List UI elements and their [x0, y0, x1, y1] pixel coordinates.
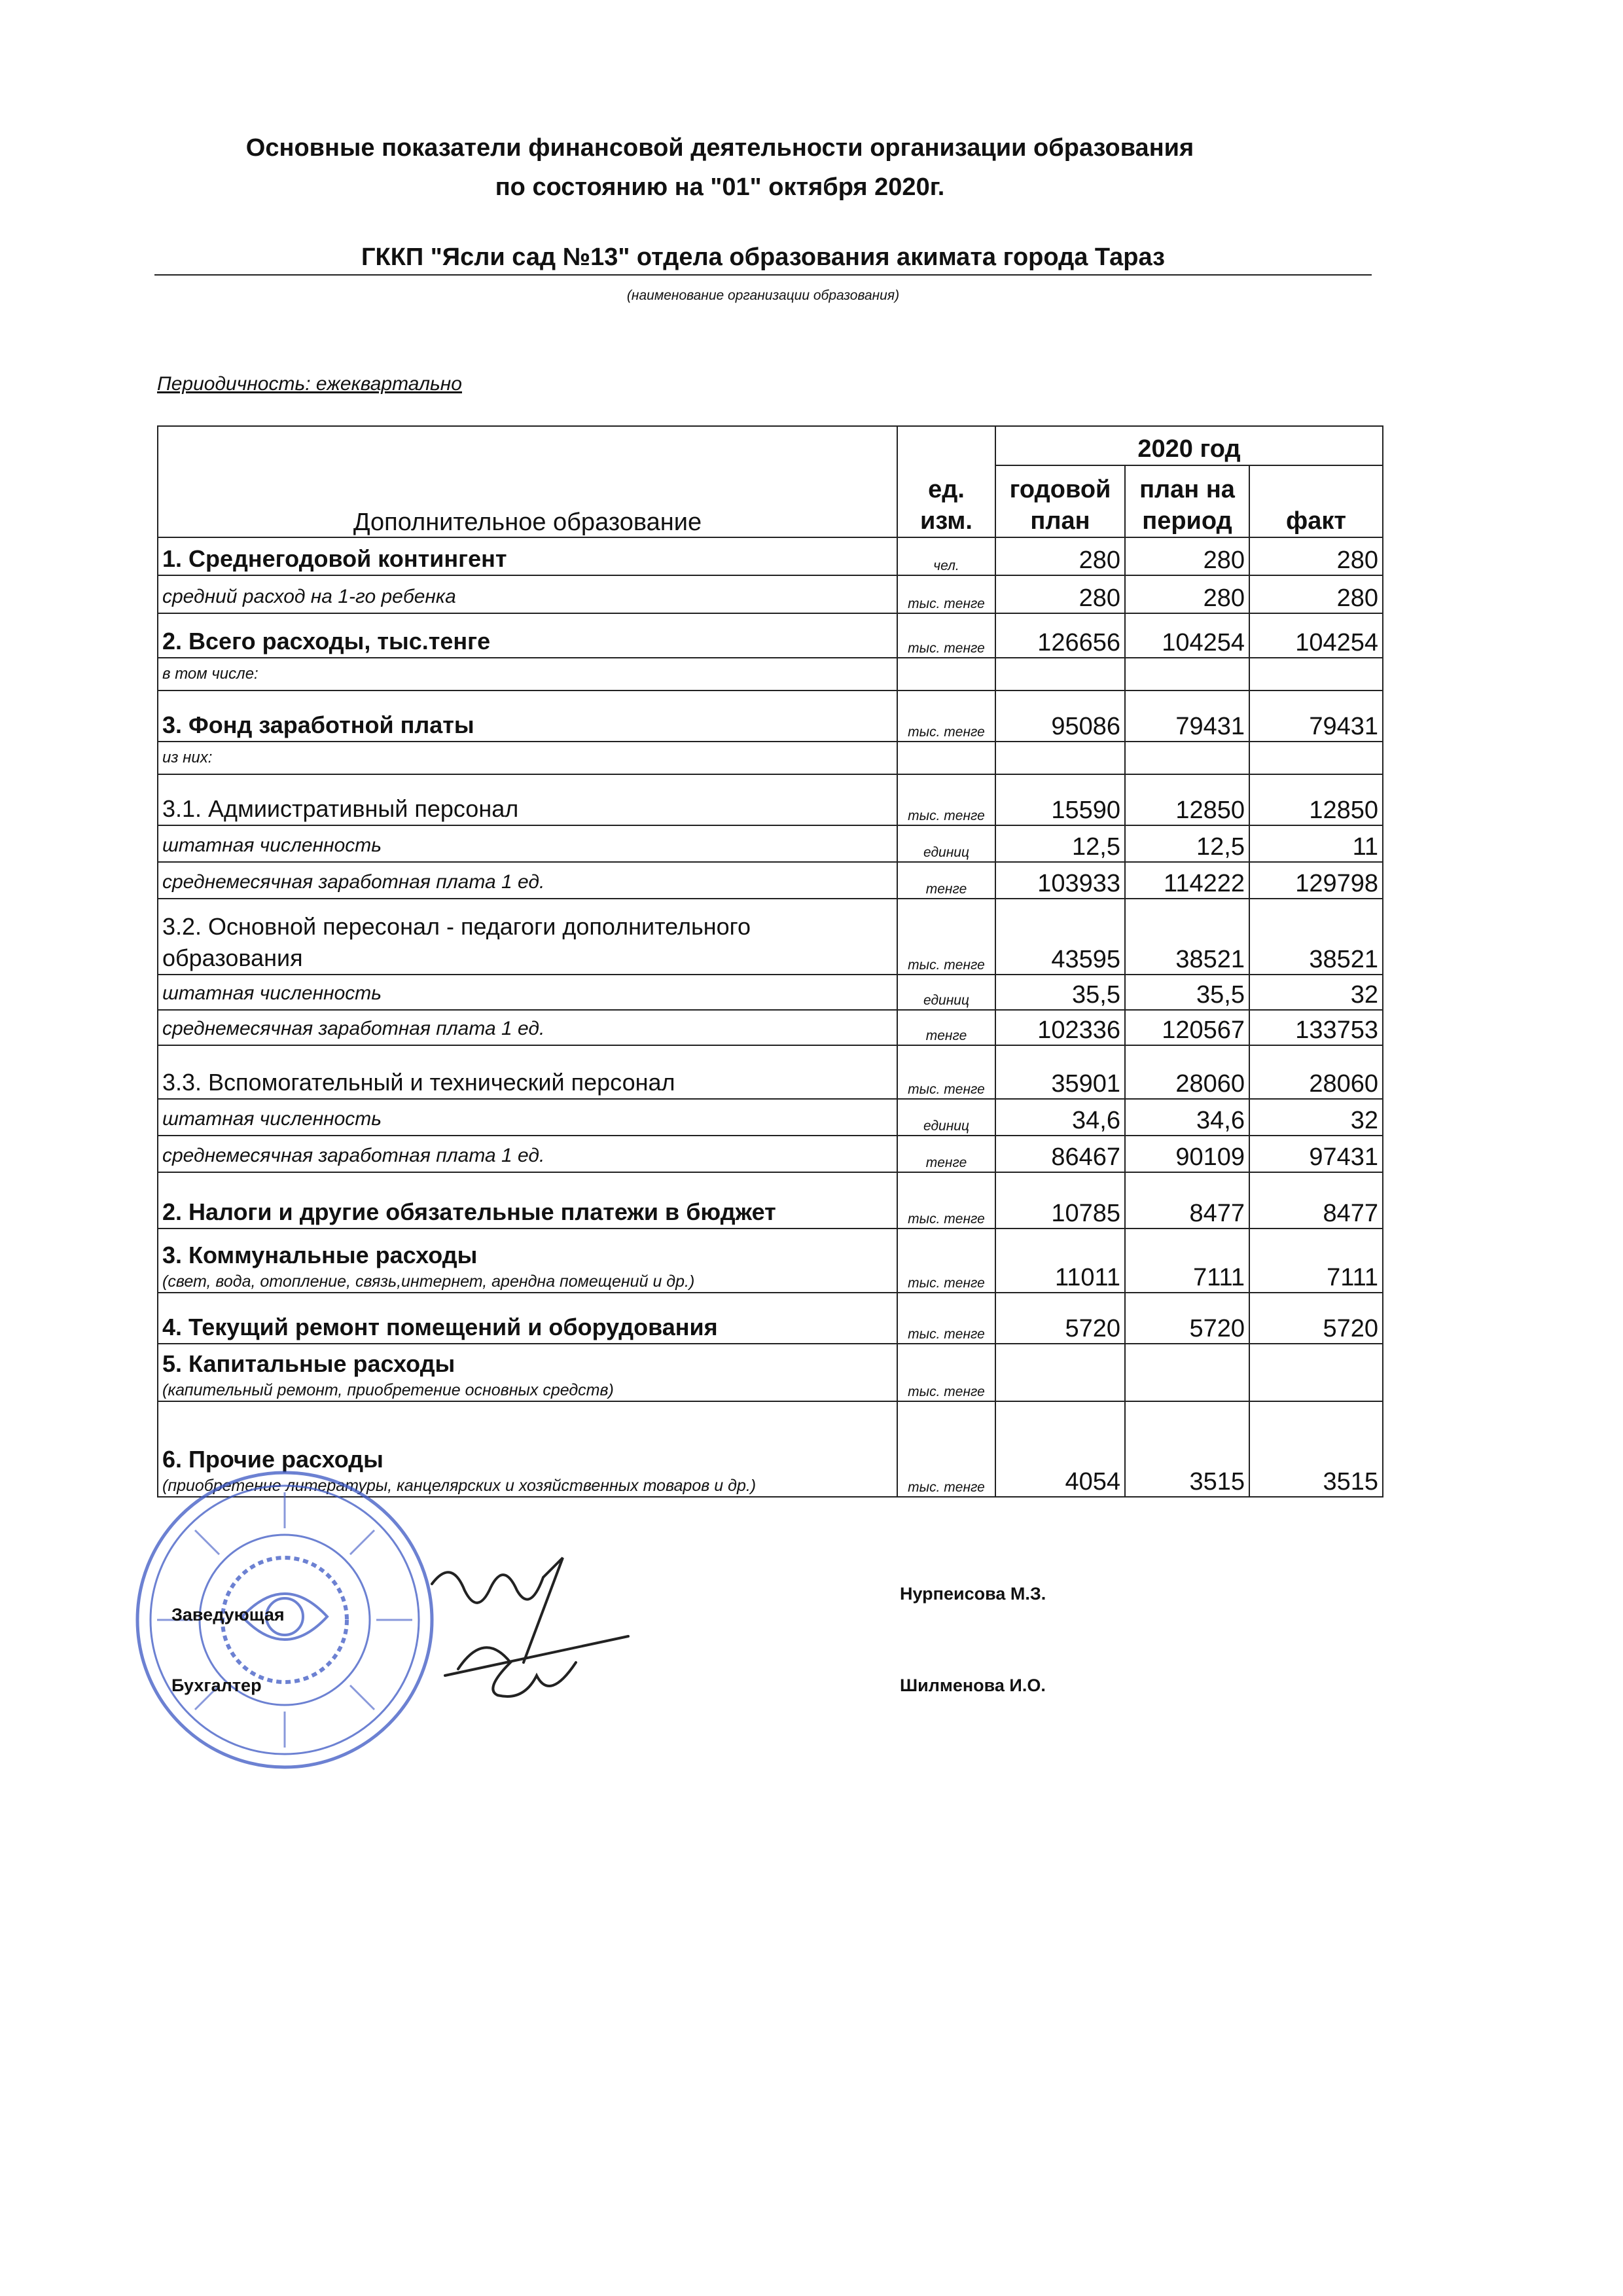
cell-annual: 95086 [995, 691, 1125, 742]
cell-annual: 103933 [995, 862, 1125, 899]
financial-table [157, 425, 1383, 1498]
header-unit: ед. изм. [897, 426, 995, 537]
cell-annual: 12,5 [995, 825, 1125, 862]
cell-fact: 3515 [1249, 1401, 1383, 1497]
cell-annual [995, 658, 1125, 691]
cell-period: 90109 [1125, 1136, 1249, 1172]
cell-period: 5720 [1125, 1293, 1249, 1344]
row-unit [897, 658, 995, 691]
header-year: 2020 год [995, 426, 1383, 465]
table-row [158, 975, 1383, 1010]
cell-period: 12850 [1125, 774, 1249, 825]
table-row [158, 537, 1383, 575]
row-unit: тенге [897, 1136, 995, 1172]
row-unit: единиц [897, 825, 995, 862]
table-row [158, 1045, 1383, 1099]
cell-period: 8477 [1125, 1172, 1249, 1229]
cell-fact: 280 [1249, 537, 1383, 575]
cell-fact: 104254 [1249, 613, 1383, 658]
row-label: 3. Фонд заработной платы [158, 691, 897, 742]
table-row [158, 899, 1383, 975]
cell-fact: 12850 [1249, 774, 1383, 825]
row-unit: тенге [897, 1010, 995, 1045]
row-unit: тыс. тенге [897, 1045, 995, 1099]
cell-period [1125, 1344, 1249, 1401]
cell-fact: 32 [1249, 975, 1383, 1010]
row-label: в том числе: [158, 658, 897, 691]
document-title: Основные показатели финансовой деятельности организации образования [245, 134, 1194, 162]
cell-fact: 32 [1249, 1099, 1383, 1136]
table-row [158, 1010, 1383, 1045]
cell-period: 280 [1125, 537, 1249, 575]
cell-annual: 15590 [995, 774, 1125, 825]
table-row [158, 575, 1383, 613]
cell-annual: 35,5 [995, 975, 1125, 1010]
cell-period [1125, 658, 1249, 691]
row-label: 3.1. Адмиистративный персонал [158, 774, 897, 825]
cell-fact: 97431 [1249, 1136, 1383, 1172]
header-period-plan: план на период [1125, 465, 1249, 537]
table-row [158, 742, 1383, 774]
row-label: 3.3. Вспомогательный и технический персонал [158, 1045, 897, 1099]
cell-fact: 28060 [1249, 1045, 1383, 1099]
row-unit: единиц [897, 975, 995, 1010]
row-unit: тыс. тенге [897, 774, 995, 825]
cell-period: 35,5 [1125, 975, 1249, 1010]
cell-fact: 133753 [1249, 1010, 1383, 1045]
row-label: штатная численность [158, 975, 897, 1010]
cell-annual: 43595 [995, 899, 1125, 975]
document-date: по состоянию на "01" октября 2020г. [495, 173, 945, 201]
row-label: 4. Текущий ремонт помещений и оборудования [158, 1293, 897, 1344]
cell-period: 79431 [1125, 691, 1249, 742]
row-label: 3. Коммунальные расходы (свет, вода, отопление, связь,интернет, арендна помещений и др.) [158, 1229, 897, 1293]
row-unit: тыс. тенге [897, 899, 995, 975]
row-label: среднемесячная заработная плата 1 ед. [158, 862, 897, 899]
cell-annual: 86467 [995, 1136, 1125, 1172]
table-row [158, 1099, 1383, 1136]
row-label: штатная численность [158, 825, 897, 862]
row-label: средний расход на 1-го ребенка [158, 575, 897, 613]
cell-fact [1249, 742, 1383, 774]
cell-annual: 280 [995, 537, 1125, 575]
row-label: 5. Капитальные расходы (капительный ремонт, приобретение основных средств) [158, 1344, 897, 1401]
row-label: 1. Среднегодовой контингент [158, 537, 897, 575]
header-fact: факт [1249, 465, 1383, 537]
row-label: среднемесячная заработная плата 1 ед. [158, 1136, 897, 1172]
header-annual-plan: годовой план [995, 465, 1125, 537]
periodicity: Периодичность: ежеквартально [157, 373, 462, 395]
accountant-name: Шилменова И.О. [900, 1676, 1046, 1695]
row-unit: тыс. тенге [897, 1293, 995, 1344]
cell-period [1125, 742, 1249, 774]
table-row [158, 1293, 1383, 1344]
cell-annual: 5720 [995, 1293, 1125, 1344]
accountant-title: Бухгалтер [171, 1676, 262, 1695]
signature-icon [419, 1545, 654, 1728]
cell-fact: 280 [1249, 575, 1383, 613]
cell-annual: 11011 [995, 1229, 1125, 1293]
cell-period: 120567 [1125, 1010, 1249, 1045]
row-unit: тыс. тенге [897, 1172, 995, 1229]
row-note: (приобретение литературы, канцелярских и хозяйственных товаров и др.) [162, 1477, 757, 1495]
table-row [158, 691, 1383, 742]
row-unit: тыс. тенге [897, 691, 995, 742]
cell-fact [1249, 1344, 1383, 1401]
cell-fact: 8477 [1249, 1172, 1383, 1229]
cell-annual [995, 1344, 1125, 1401]
cell-period: 104254 [1125, 613, 1249, 658]
cell-period: 114222 [1125, 862, 1249, 899]
cell-fact: 7111 [1249, 1229, 1383, 1293]
organization-name: ГККП "Ясли сад №13" отдела образования акимата города Тараз [154, 243, 1372, 276]
cell-period: 34,6 [1125, 1099, 1249, 1136]
cell-annual: 280 [995, 575, 1125, 613]
row-label: среднемесячная заработная плата 1 ед. [158, 1010, 897, 1045]
table-row [158, 825, 1383, 862]
cell-annual: 126656 [995, 613, 1125, 658]
row-unit: тыс. тенге [897, 1344, 995, 1401]
organization-caption: (наименование организации образования) [626, 288, 900, 303]
table-row [158, 774, 1383, 825]
table-row [158, 1136, 1383, 1172]
cell-period: 28060 [1125, 1045, 1249, 1099]
cell-fact: 11 [1249, 825, 1383, 862]
row-unit: тыс. тенге [897, 1401, 995, 1497]
row-unit: тыс. тенге [897, 1229, 995, 1293]
cell-period: 38521 [1125, 899, 1249, 975]
row-note: (капительный ремонт, приобретение основных средств) [162, 1381, 614, 1399]
cell-annual: 34,6 [995, 1099, 1125, 1136]
header-name: Дополнительное образование [158, 426, 897, 537]
row-unit: чел. [897, 537, 995, 575]
table-row [158, 658, 1383, 691]
head-title: Заведующая [171, 1605, 285, 1624]
row-unit: тыс. тенге [897, 575, 995, 613]
cell-annual: 102336 [995, 1010, 1125, 1045]
row-label: 6. Прочие расходы (приобретение литературы, канцелярских и хозяйственных товаров и др.) [158, 1401, 897, 1497]
cell-fact: 129798 [1249, 862, 1383, 899]
cell-fact: 79431 [1249, 691, 1383, 742]
cell-period: 12,5 [1125, 825, 1249, 862]
cell-annual: 35901 [995, 1045, 1125, 1099]
cell-period: 280 [1125, 575, 1249, 613]
cell-period: 3515 [1125, 1401, 1249, 1497]
row-unit: тыс. тенге [897, 613, 995, 658]
cell-period: 7111 [1125, 1229, 1249, 1293]
cell-fact [1249, 658, 1383, 691]
table-row [158, 1229, 1383, 1293]
row-label: 2. Налоги и другие обязательные платежи в бюджет [158, 1172, 897, 1229]
cell-annual: 10785 [995, 1172, 1125, 1229]
row-unit: тенге [897, 862, 995, 899]
table-row [158, 1172, 1383, 1229]
cell-fact: 38521 [1249, 899, 1383, 975]
row-unit [897, 742, 995, 774]
row-unit: единиц [897, 1099, 995, 1136]
row-label: 2. Всего расходы, тыс.тенге [158, 613, 897, 658]
row-label: 3.2. Основной пересонал - педагоги дополнительного образования [158, 899, 897, 975]
table-row [158, 1344, 1383, 1401]
head-name: Нурпеисова М.З. [900, 1584, 1046, 1604]
row-note: (свет, вода, отопление, связь,интернет, арендна помещений и др.) [162, 1272, 695, 1291]
cell-fact: 5720 [1249, 1293, 1383, 1344]
row-label: из них: [158, 742, 897, 774]
cell-annual [995, 742, 1125, 774]
row-label: штатная численность [158, 1099, 897, 1136]
table-row [158, 613, 1383, 658]
table-row [158, 862, 1383, 899]
cell-annual: 4054 [995, 1401, 1125, 1497]
